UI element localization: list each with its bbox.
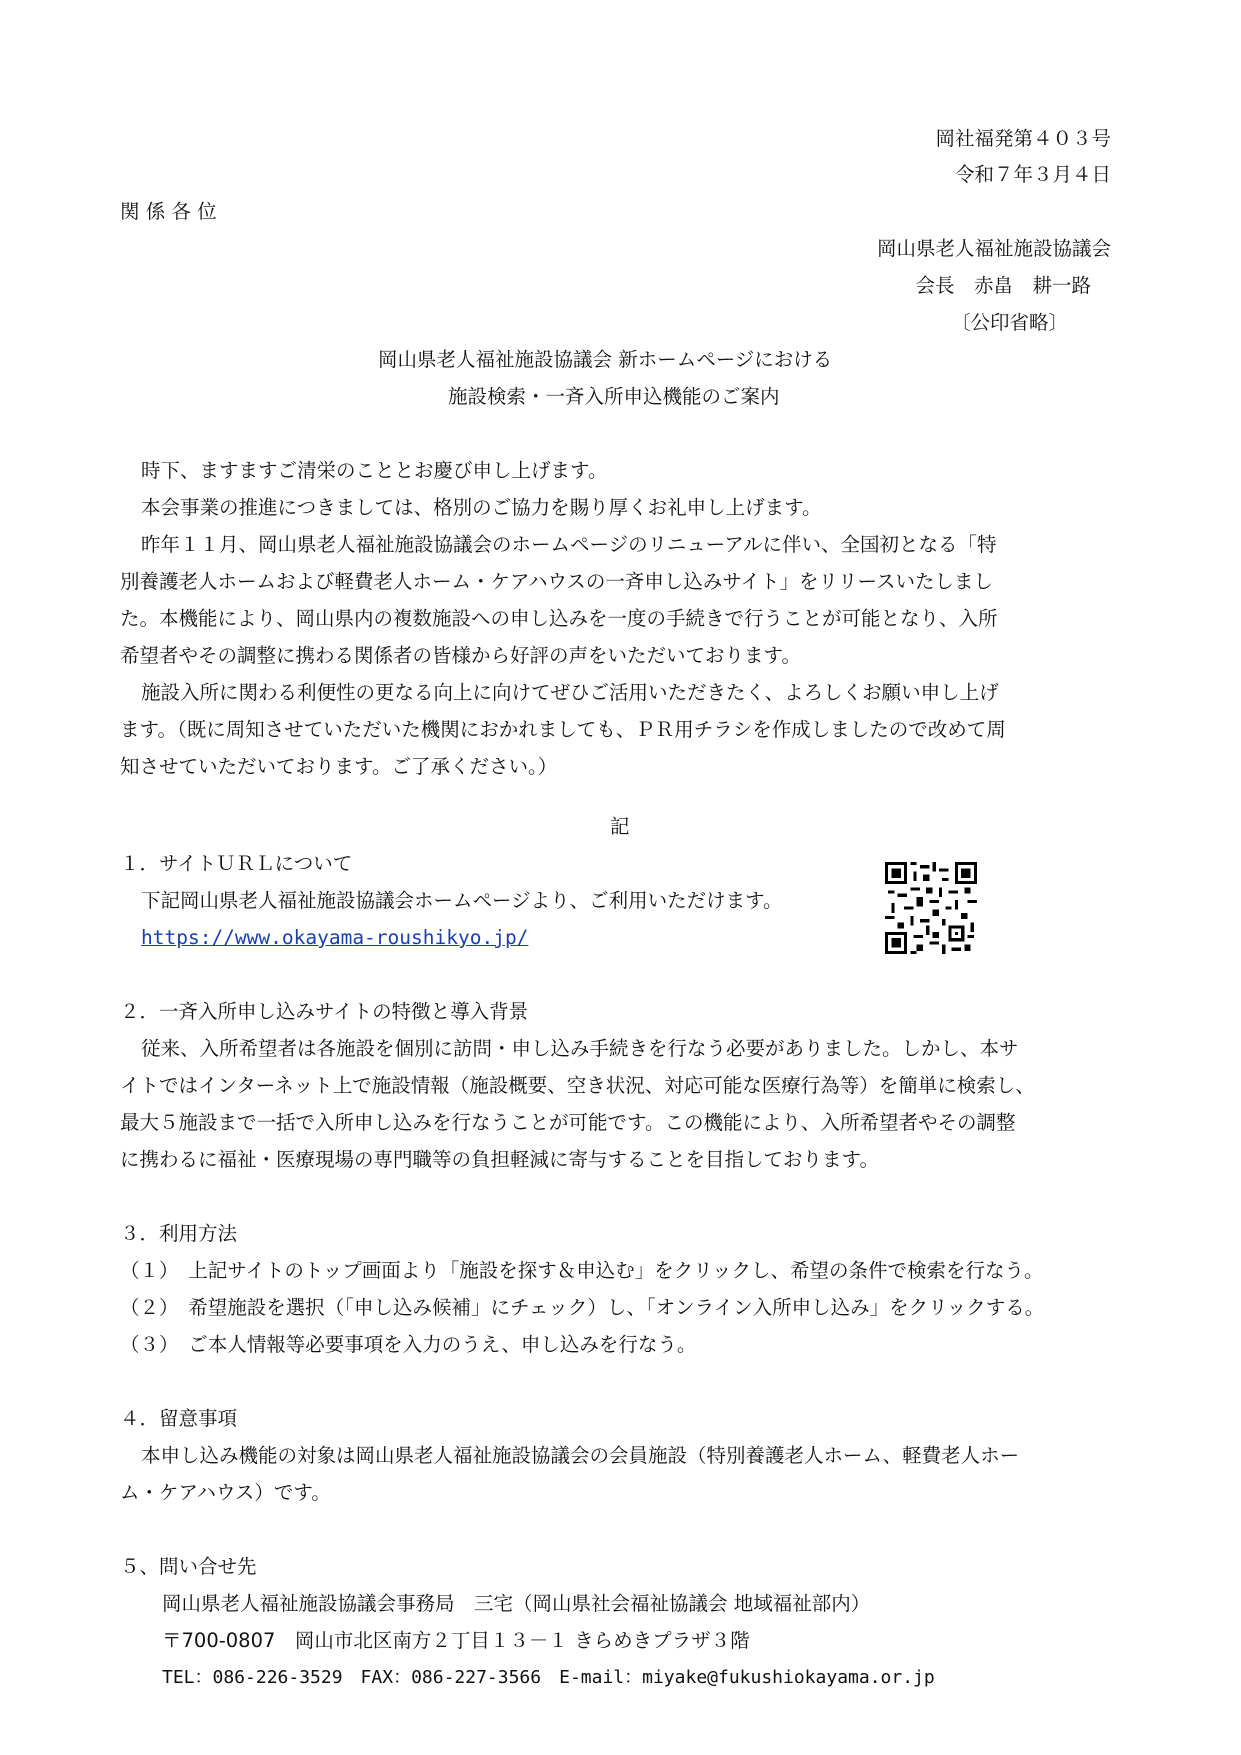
body-paragraph-4-line-2: ます。（既に周知させていただいた機関におかれましても、ＰＲ用チラシを作成しましたので改めて周	[120, 718, 1006, 741]
qr-code	[885, 862, 977, 954]
section-4-heading: ４．留意事項	[120, 1407, 238, 1430]
usage-step-3: （３） ご本人情報等必要事項を入力のうえ、申し込みを行なう。	[120, 1333, 697, 1356]
contact-phone-email: TEL：086-226-3529 FAX：086-227-3566 E-mail：miyake@fukushiokayama.or.jp	[162, 1667, 935, 1688]
seal-note: 〔公印省略〕	[950, 311, 1068, 334]
title-line-1: 岡山県老人福祉施設協議会 新ホームページにおける	[378, 348, 833, 371]
title-line-2: 施設検索・一斉入所申込機能のご案内	[448, 385, 780, 408]
document-date: 令和７年３月４日	[954, 163, 1111, 186]
section-4-line-1: 本申し込み機能の対象は岡山県老人福祉施設協議会の会員施設（特別養護老人ホーム、軽費老人ホー	[141, 1444, 1020, 1467]
section-2-line-3: 最大５施設まで一括で入所申し込みを行なうことが可能です。この機能により、入所希望者やその調整	[120, 1111, 1016, 1134]
contact-office: 岡山県老人福祉施設協議会事務局 三宅（岡山県社会福祉協議会 地域福祉部内）	[162, 1592, 871, 1615]
section-2-line-4: に携わるに福祉・医療現場の専門職等の負担軽減に寄与することを目指しております。	[120, 1148, 879, 1171]
body-paragraph-3-line-2: 別養護老人ホームおよび軽費老人ホーム・ケアハウスの一斉申し込みサイト」をリリースいたしまし	[120, 570, 994, 593]
sender-organization: 岡山県老人福祉施設協議会	[876, 237, 1111, 260]
section-2-line-1: 従来、入所希望者は各施設を個別に訪問・申し込み手続きを行なう必要がありました。しかし、本サ	[141, 1037, 1019, 1060]
sender-name: 会長 赤畠 耕一路	[915, 274, 1091, 297]
addressee: 関 係 各 位	[120, 200, 217, 223]
body-paragraph-3-line-4: 希望者やその調整に携わる関係者の皆様から好評の声をいただいております。	[120, 644, 801, 667]
body-paragraph-3-line-1: 昨年１１月、岡山県老人福祉施設協議会のホームページのリニューアルに伴い、全国初となる「特	[141, 533, 997, 556]
document-number: 岡社福発第４０３号	[935, 127, 1111, 150]
section-4-line-2: ム・ケアハウス）です。	[120, 1481, 331, 1504]
section-3-heading: ３．利用方法	[120, 1222, 238, 1245]
section-5-heading: ５、問い合せ先	[120, 1555, 257, 1578]
section-2-heading: ２．一斉入所申し込みサイトの特徴と導入背景	[120, 1000, 529, 1023]
body-paragraph-3-line-3: た。本機能により、岡山県内の複数施設への申し込みを一度の手続きで行うことが可能となり、入所	[120, 607, 998, 630]
section-1-heading: １．サイトＵＲＬについて	[120, 852, 353, 875]
site-url-link[interactable]: https://www.okayama-roushikyo.jp/	[141, 926, 529, 949]
usage-step-2: （２） 希望施設を選択（「申し込み候補」にチェック）し、「オンライン入所申し込み」をクリックする。	[120, 1296, 1045, 1319]
contact-address: 〒700-0807 岡山市北区南方２丁目１３－１ きらめきプラザ３階	[162, 1629, 750, 1652]
ki-heading: 記	[610, 815, 630, 838]
body-paragraph-4-line-3: 知させていただいております。ご了承ください。）	[120, 755, 558, 778]
body-paragraph-2: 本会事業の推進につきましては、格別のご協力を賜り厚くお礼申し上げます。	[141, 496, 822, 519]
section-1-text: 下記岡山県老人福祉施設協議会ホームページより、ご利用いただけます。	[141, 889, 783, 912]
usage-step-1: （１） 上記サイトのトップ画面より「施設を探す＆申込む」をクリックし、希望の条件で検索を行なう。	[120, 1259, 1044, 1282]
section-2-line-2: イトではインターネット上で施設情報（施設概要、空き状況、対応可能な医療行為等）を簡単に検索し、	[120, 1074, 1035, 1097]
body-paragraph-4-line-1: 施設入所に関わる利便性の更なる向上に向けてぜひご活用いただきたく、よろしくお願い申し上げ	[141, 681, 999, 704]
body-paragraph-1: 時下、ますますご清栄のこととお慶び申し上げます。	[141, 459, 608, 482]
